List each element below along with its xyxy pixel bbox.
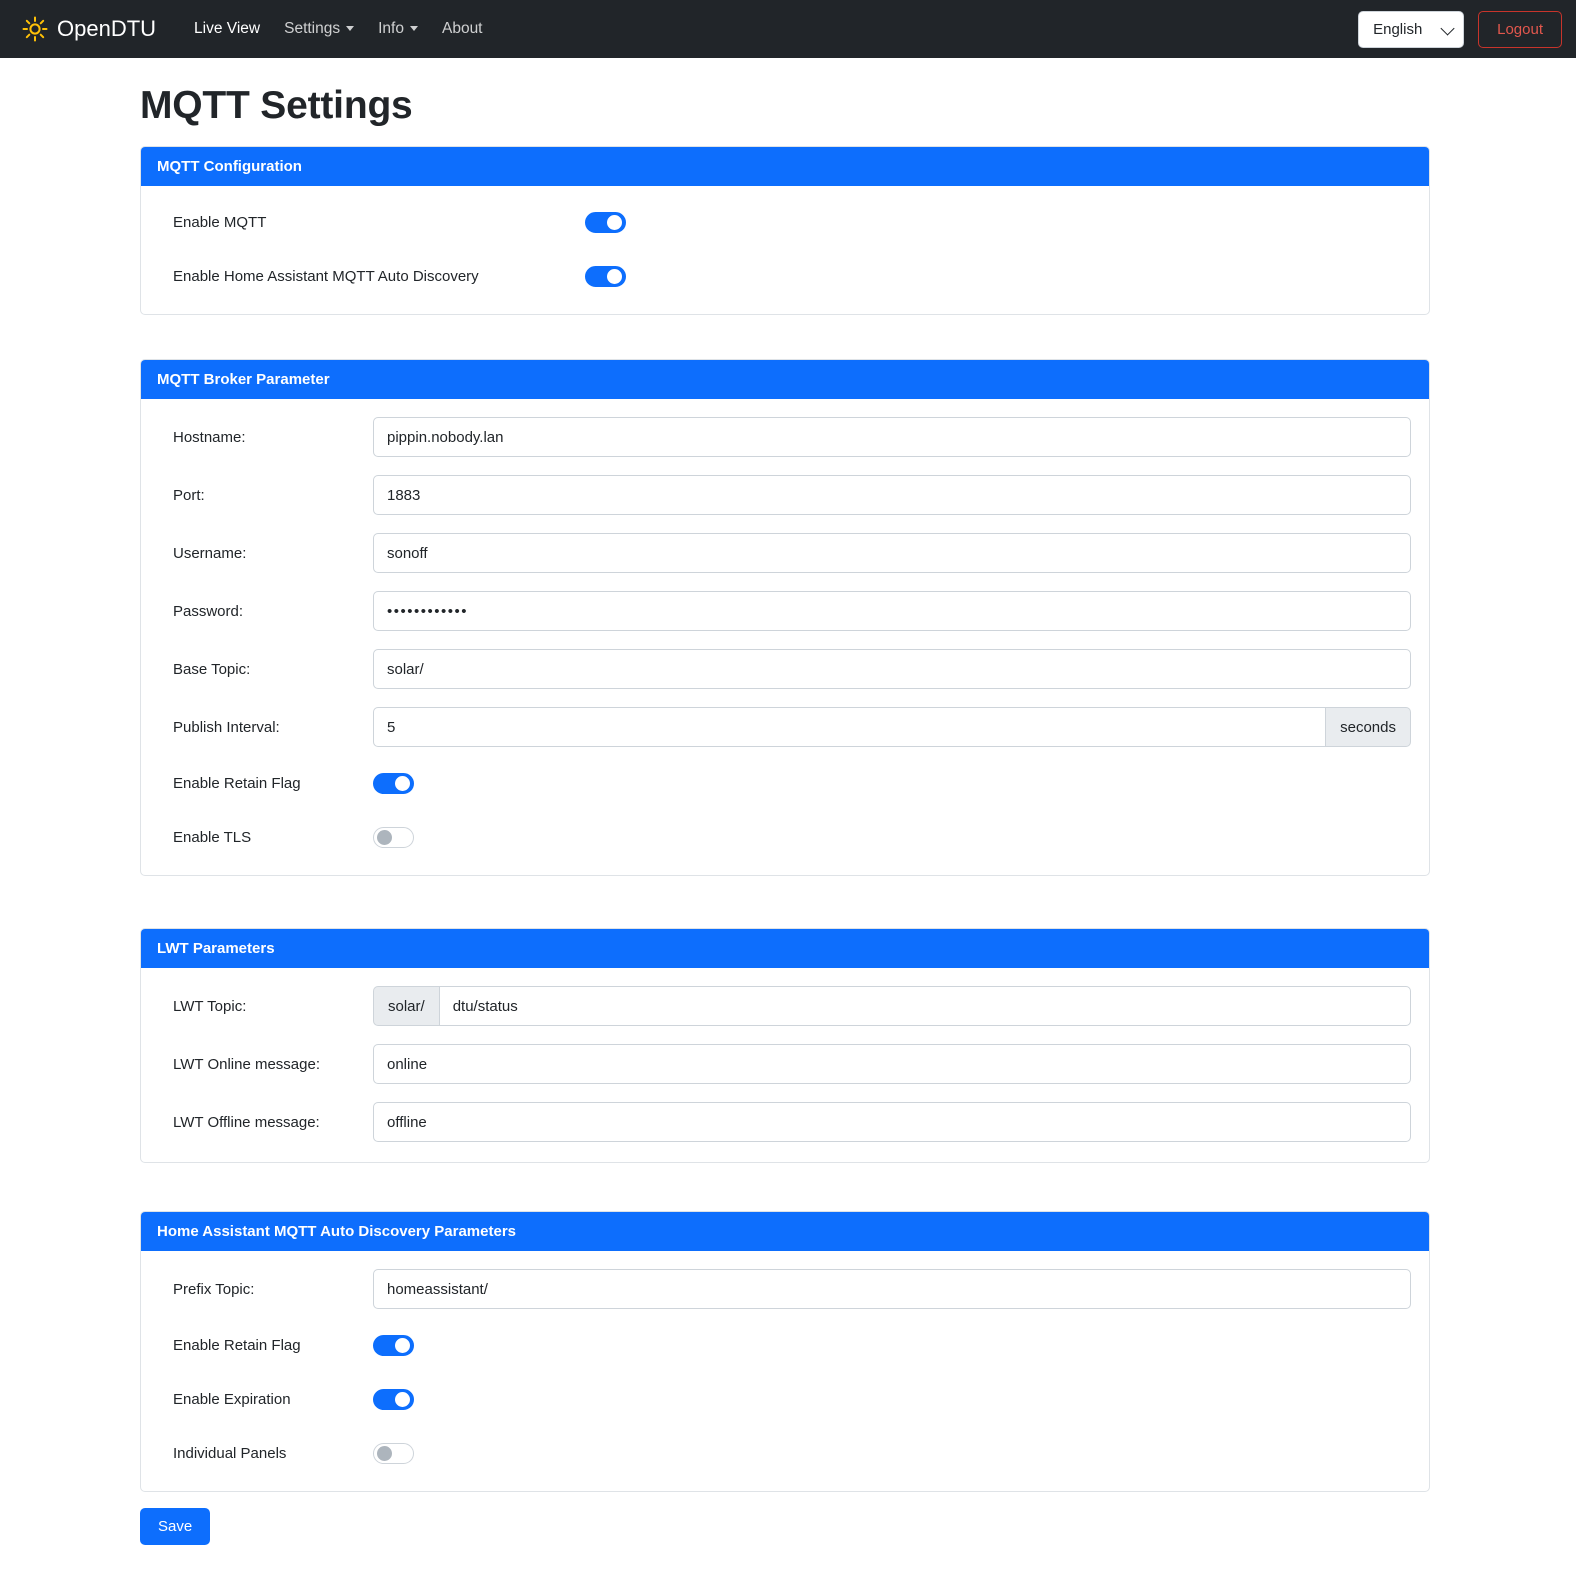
lwt-online-input[interactable] — [373, 1044, 1411, 1084]
row-hostname — [157, 417, 1411, 457]
label-enable-mqtt: Enable MQTT — [173, 213, 267, 231]
field-port — [373, 475, 1411, 515]
toggle-ha-individual-panels[interactable] — [373, 1443, 414, 1464]
field-lwt-offline — [373, 1102, 1411, 1142]
label-enable-tls: Enable TLS — [173, 828, 252, 846]
password-input[interactable] — [373, 591, 1411, 631]
card-mqtt-configuration-header: MQTT Configuration — [141, 147, 1429, 186]
row-lwt-offline — [157, 1102, 1411, 1142]
toggle-enable-mqtt[interactable] — [585, 212, 626, 233]
username-input[interactable] — [373, 533, 1411, 573]
page-content — [0, 84, 1576, 1569]
base-topic-input[interactable] — [373, 649, 1411, 689]
row-enable-tls — [157, 819, 1411, 855]
row-ha-enable-expiration — [157, 1381, 1411, 1417]
card-home-assistant-header: Home Assistant MQTT Auto Discovery Parameters — [141, 1212, 1429, 1251]
label-hostname: Hostname: — [173, 428, 246, 446]
toggle-enable-tls[interactable] — [373, 827, 414, 848]
publish-interval-group — [373, 707, 1411, 747]
hostname-input[interactable] — [373, 417, 1411, 457]
logout-button[interactable]: Logout — [1478, 11, 1562, 48]
field-publish-interval — [373, 707, 1411, 747]
card-mqtt-broker-body — [141, 399, 1429, 875]
label-ha-enable-retain: Enable Retain Flag — [173, 1336, 301, 1354]
language-select-wrapper — [1358, 11, 1464, 48]
label-broker-enable-retain: Enable Retain Flag — [173, 774, 301, 792]
chevron-down-icon — [346, 26, 354, 31]
row-ha-enable-retain — [157, 1327, 1411, 1363]
label-port: Port: — [173, 486, 205, 504]
toggle-enable-ha-discovery[interactable] — [585, 266, 626, 287]
field-password — [373, 591, 1411, 631]
field-lwt-online — [373, 1044, 1411, 1084]
field-prefix-topic — [373, 1269, 1411, 1309]
page-title: MQTT Settings — [140, 84, 413, 127]
label-ha-individual-panels: Individual Panels — [173, 1444, 287, 1462]
nav-item-live-view-label: Live View — [194, 20, 261, 37]
lwt-topic-group — [373, 986, 1411, 1026]
label-username: Username: — [173, 544, 247, 562]
card-home-assistant — [140, 1211, 1430, 1492]
card-lwt-parameters-body — [141, 968, 1429, 1162]
row-lwt-online — [157, 1044, 1411, 1084]
label-lwt-offline: LWT Offline message: — [173, 1113, 320, 1131]
sun-icon — [22, 16, 48, 42]
card-mqtt-broker — [140, 359, 1430, 876]
label-lwt-online: LWT Online message: — [173, 1055, 321, 1073]
label-ha-enable-expiration: Enable Expiration — [173, 1390, 291, 1408]
nav-item-about[interactable] — [430, 14, 495, 44]
label-publish-interval: Publish Interval: — [173, 718, 280, 736]
row-base-topic — [157, 649, 1411, 689]
nav-item-info[interactable] — [366, 14, 430, 44]
row-ha-individual-panels — [157, 1435, 1411, 1471]
publish-interval-unit: seconds — [1326, 707, 1411, 747]
card-mqtt-broker-header: MQTT Broker Parameter — [141, 360, 1429, 399]
lwt-topic-prefix: solar/ — [373, 986, 439, 1026]
row-enable-ha-discovery — [157, 258, 1411, 294]
toggle-ha-enable-expiration[interactable] — [373, 1389, 414, 1410]
label-base-topic: Base Topic: — [173, 660, 251, 678]
language-select[interactable] — [1358, 11, 1464, 48]
card-mqtt-configuration — [140, 146, 1430, 315]
label-prefix-topic: Prefix Topic: — [173, 1280, 255, 1298]
lwt-offline-input[interactable] — [373, 1102, 1411, 1142]
field-lwt-topic — [373, 986, 1411, 1026]
nav-links — [182, 14, 494, 44]
field-hostname — [373, 417, 1411, 457]
nav-item-live-view[interactable] — [182, 14, 272, 44]
row-publish-interval — [157, 707, 1411, 747]
card-home-assistant-body — [141, 1251, 1429, 1491]
row-enable-mqtt — [157, 204, 1411, 240]
card-lwt-parameters — [140, 928, 1430, 1163]
label-lwt-topic: LWT Topic: — [173, 997, 247, 1015]
prefix-topic-input[interactable] — [373, 1269, 1411, 1309]
row-username — [157, 533, 1411, 573]
card-lwt-parameters-header: LWT Parameters — [141, 929, 1429, 968]
label-password: Password: — [173, 602, 244, 620]
card-mqtt-configuration-body — [141, 186, 1429, 314]
navbar-right-group — [1358, 11, 1562, 48]
row-lwt-topic — [157, 986, 1411, 1026]
top-navbar — [0, 0, 1576, 58]
toggle-ha-enable-retain[interactable] — [373, 1335, 414, 1356]
port-input[interactable] — [373, 475, 1411, 515]
save-button[interactable]: Save — [140, 1508, 210, 1545]
nav-item-settings[interactable] — [272, 14, 366, 44]
publish-interval-input[interactable] — [373, 707, 1326, 747]
nav-item-settings-label: Settings — [284, 20, 341, 37]
row-prefix-topic — [157, 1269, 1411, 1309]
lwt-topic-input[interactable] — [439, 986, 1411, 1026]
field-username — [373, 533, 1411, 573]
nav-item-info-label: Info — [378, 20, 404, 37]
toggle-broker-enable-retain[interactable] — [373, 773, 414, 794]
row-broker-enable-retain — [157, 765, 1411, 801]
field-base-topic — [373, 649, 1411, 689]
row-port — [157, 475, 1411, 515]
nav-item-about-label: About — [441, 20, 483, 37]
brand-name: OpenDTU — [57, 16, 157, 41]
label-enable-ha-discovery: Enable Home Assistant MQTT Auto Discovery — [173, 267, 479, 285]
brand-logo-link[interactable] — [22, 16, 156, 42]
chevron-down-icon — [410, 26, 418, 31]
row-password — [157, 591, 1411, 631]
